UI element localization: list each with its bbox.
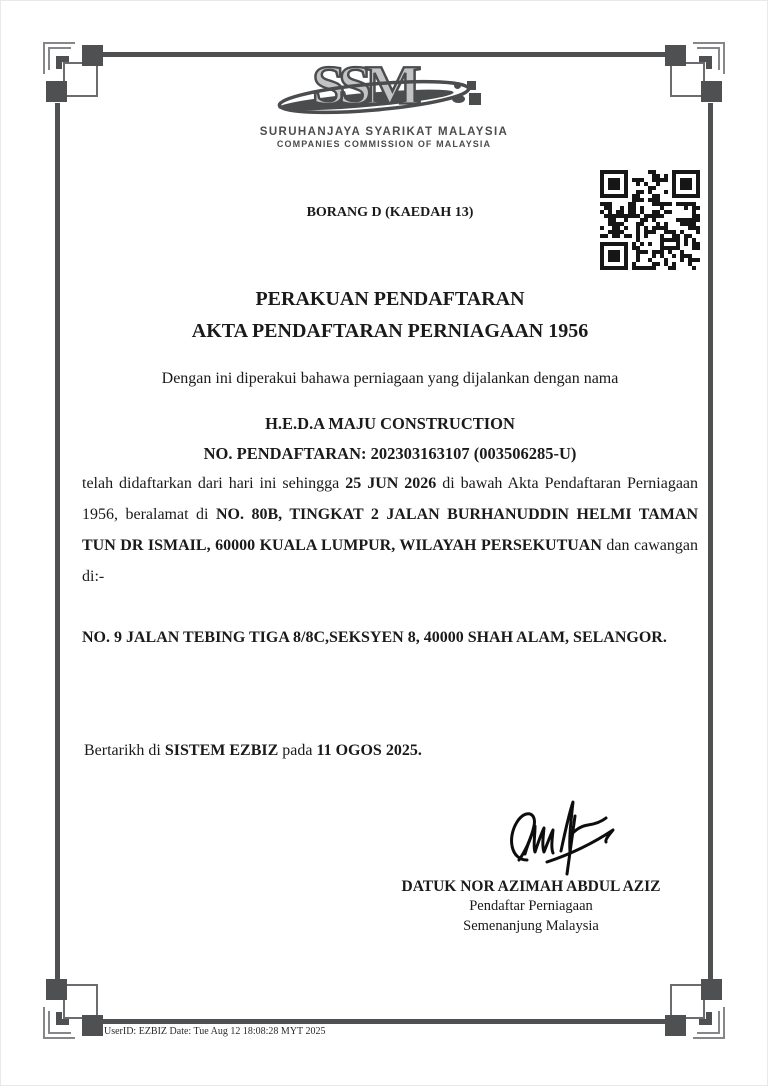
ornament-filled-square	[46, 979, 67, 1000]
signatory-title: Pendaftar Perniagaan	[469, 898, 593, 914]
intro-text: Dengan ini diperakui bahawa perniagaan yang dijalankan dengan nama	[161, 370, 619, 387]
branch-address: NO. 9 JALAN TEBING TIGA 8/8C,SEKSYEN 8, 40000 SHAH ALAM, SELANGOR.	[82, 629, 667, 646]
expiry-date: 25 JUN 2026	[345, 475, 437, 492]
signatory-region: Semenanjung Malaysia	[463, 918, 599, 934]
certificate-title-line2: AKTA PENDAFTARAN PERNIAGAAN 1956	[191, 320, 589, 342]
corner-ornament-bottom-right	[661, 975, 725, 1039]
org-name-english: COMPANIES COMMISSION OF MALAYSIA	[276, 139, 492, 149]
corner-ornament-bottom-left	[43, 975, 107, 1039]
logo-dot	[452, 95, 465, 103]
dated-line	[84, 742, 700, 760]
form-heading: BORANG D (KAEDAH 13)	[306, 205, 474, 220]
body-seg3: dan cawangan di:-	[82, 537, 698, 585]
frame-left-line	[55, 103, 60, 979]
dated-seg2: pada	[278, 742, 317, 759]
issue-date: 11 OGOS 2025.	[316, 742, 422, 759]
ornament-filled-square	[701, 979, 722, 1000]
main-address: NO. 80B, TINGKAT 2 JALAN BURHANUDDIN HELMI TAMAN TUN DR ISMAIL, 60000 KUALA LUMPUR, WILAYAH PERSEKUTUAN	[82, 506, 699, 554]
body-seg2: di bawah Akta Pendaftaran Perniagaan 1956, beralamat di	[82, 475, 699, 523]
certificate-title-line1: PERAKUAN PENDAFTARAN	[255, 288, 525, 310]
logo-dot	[467, 81, 476, 90]
logo-dot	[454, 82, 461, 89]
ssm-logo-art	[274, 54, 494, 124]
signature-block	[385, 795, 677, 936]
registration-number: NO. PENDAFTARAN: 202303163107 (003506285-U)	[203, 444, 577, 463]
body-seg1: telah didaftarkan dari hari ini sehingga	[82, 475, 346, 492]
signatory-name: DATUK NOR AZIMAH ABDUL AZIZ	[401, 878, 661, 895]
frame-bottom-line	[103, 1019, 665, 1024]
ornament-filled-square	[82, 1015, 103, 1036]
ssm-logo-dots-icon	[452, 80, 488, 112]
body-paragraph	[82, 468, 698, 592]
ssm-logo	[0, 54, 768, 149]
footer-userid: UserID: EZBIZ Date: Tue Aug 12 18:08:28 MYT 2025	[104, 1026, 326, 1037]
org-name-malay: SURUHANJAYA SYARIKAT MALAYSIA	[259, 126, 509, 138]
business-name: H.E.D.A MAJU CONSTRUCTION	[265, 414, 515, 433]
ornament-filled-square	[665, 1015, 686, 1036]
certificate-title	[82, 283, 698, 347]
logo-dot	[469, 93, 481, 105]
dated-seg1: Bertarikh di	[84, 742, 165, 759]
ssm-logo-acronym: SSM	[312, 54, 415, 116]
ornament-hollow-square	[670, 984, 705, 1019]
frame-right-line	[708, 103, 713, 979]
signature-image	[491, 795, 621, 877]
ornament-hollow-square	[63, 984, 98, 1019]
system-name: SISTEM EZBIZ	[164, 742, 279, 759]
